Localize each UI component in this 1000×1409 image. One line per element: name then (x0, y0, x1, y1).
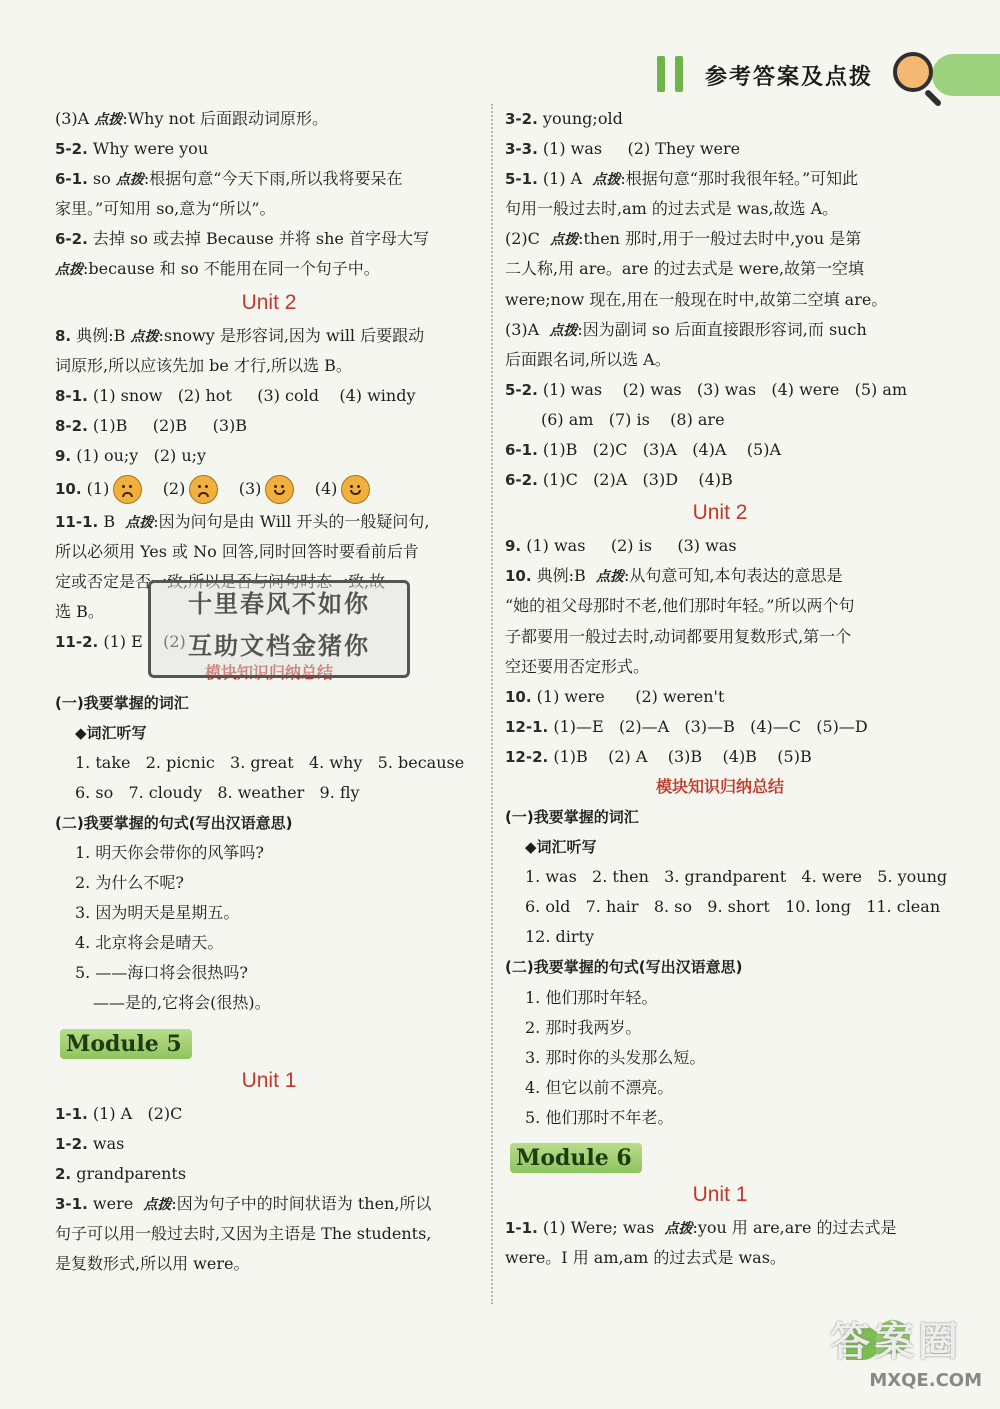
sentence-line: 5. 他们那时不年老。 (525, 1107, 674, 1127)
header-bar (657, 56, 665, 92)
answer-line: 10. (1) were (2) weren't (505, 686, 725, 706)
answer-line: 3-3. (1) was (2) They were (505, 139, 741, 159)
sad-face-icon (189, 475, 218, 504)
answer-line: 子都要用一般过去时,动词都要用复数形式,第一个 (505, 626, 852, 646)
unit-heading: Unit 2 (692, 501, 748, 525)
answer-line: 1-1. (1) Were; was 点拨:you 用 are,are 的过去式是 (505, 1218, 897, 1237)
answer-line: 句用一般过去时,am 的过去式是 was,故选 A。 (505, 199, 839, 219)
answer-line: 6-2. 去掉 so 或去掉 Because 并将 she 首字母大写 (55, 229, 429, 249)
answer-line: (6) am (7) is (8) are (541, 409, 725, 429)
answer-line: 11-1. B 点拨:因为问句是由 Will 开头的一般疑问句, (55, 512, 430, 532)
unit-heading: Unit 1 (241, 1068, 297, 1092)
module-heading: Module 6 (510, 1143, 642, 1173)
answer-line: 8-2. (1)B (2)B (3)B (55, 415, 248, 435)
subsection-heading: (一)我要掌握的词汇 (55, 693, 189, 712)
sentence-line: 2. 为什么不呢? (75, 873, 184, 893)
sentence-line: 1. 明天你会带你的风筝吗? (75, 842, 264, 862)
subsection-heading: (二)我要掌握的句式(写出汉语意思) (55, 813, 293, 832)
section-heading: 模块知识归纳总结 (204, 662, 333, 682)
header-bar (675, 56, 683, 92)
subsection-heading: (二)我要掌握的句式(写出汉语意思) (505, 958, 743, 977)
answer-line: “她的祖父母那时不老,他们那时年轻。”所以两个句 (505, 596, 855, 616)
stamp-text: 十里春风不如你 (188, 590, 370, 618)
page-header (0, 48, 1000, 102)
answer-line: 二人称,用 are。are 的过去式是 were,故第一空填 (505, 259, 865, 279)
sentence-line: 5. ——海口将会很热吗? (75, 963, 248, 983)
answer-line: were;now 现在,用在一般现在时中,故第二空填 are。 (505, 289, 888, 309)
answer-line: 9. (1) ou;y (2) u;y (55, 445, 207, 465)
answer-line: (3)A 点拨:因为副词 so 后面直接跟形容词,而 such (505, 319, 867, 339)
answer-line-faces: 10. (1) (2) (3) (4) (55, 471, 483, 507)
answer-line: 后面跟名词,所以选 A。 (505, 349, 671, 369)
header-title: 参考答案及点拨 (705, 65, 874, 90)
answer-line: 句子可以用一般过去时,又因为主语是 The students, (55, 1223, 432, 1243)
answer-line: 1-1. (1) A (2)C (55, 1103, 183, 1123)
sentence-line: 3. 那时你的头发那么短。 (525, 1047, 706, 1067)
vocab-line: 12. dirty (525, 927, 595, 947)
answer-line: 3-1. were 点拨:因为句子中的时间状语为 then,所以 (55, 1193, 432, 1213)
answer-line: (3)A 点拨:Why not 后面跟动词原形。 (55, 109, 329, 128)
answer-line: 5-2. Why were you (55, 139, 209, 159)
sentence-line: 4. 北京将会是晴天。 (75, 933, 224, 953)
module-heading: Module 5 (60, 1029, 192, 1059)
sentence-line: 3. 因为明天是星期五。 (75, 903, 240, 923)
watermark-site: MXQE.COM (869, 1370, 982, 1391)
answer-line: 1-2. was (55, 1133, 125, 1153)
column-divider (491, 104, 493, 1304)
answer-line: 选 B。 (55, 602, 104, 622)
answer-line: 6-1. (1)B (2)C (3)A (4)A (5)A (505, 440, 781, 460)
answer-line: 定或否定是否一致,所以是否与问句时态一致,故 (55, 572, 386, 592)
answer-line: (2)C 点拨:then 那时,用于一般过去时中,you 是第 (505, 229, 862, 249)
sentence-line: 1. 他们那时年轻。 (525, 987, 658, 1007)
stamp-text: 互助文档金猪你 (188, 632, 370, 660)
sad-face-icon (113, 475, 142, 504)
right-column (505, 104, 948, 1273)
unit-heading: Unit 2 (241, 290, 297, 314)
magnifier-icon (893, 52, 933, 92)
answer-line: 9. (1) was (2) is (3) was (505, 536, 737, 556)
subsection-heading: (一)我要掌握的词汇 (505, 807, 639, 826)
answer-line: 家里。”可知用 so,意为“所以”。 (55, 199, 276, 219)
answer-line: 8. 典例:B 点拨:snowy 是形容词,因为 will 后要跟动 (55, 325, 425, 345)
unit-heading: Unit 1 (692, 1183, 748, 1206)
vocab-line: 1. take 2. picnic 3. great 4. why 5. because (75, 752, 465, 772)
vocab-line: 1. was 2. then 3. grandparent 4. were 5. young (525, 867, 948, 887)
sentence-line: 2. 那时我两岁。 (525, 1017, 642, 1037)
answer-line: 词原形,所以应该先加 be 才行,所以选 B。 (55, 355, 352, 375)
answer-line: 5-2. (1) was (2) was (3) was (4) were (5) am (505, 379, 908, 399)
answer-line: 2. grandparents (55, 1163, 187, 1183)
section-heading: 模块知识归纳总结 (655, 776, 784, 796)
answer-line: were。I 用 am,am 的过去式是 was。 (505, 1248, 786, 1268)
sentence-line: 4. 但它以前不漂亮。 (525, 1077, 674, 1097)
vocab-line: 6. so 7. cloudy 8. weather 9. fly (75, 782, 360, 802)
watermark-stamp (148, 580, 410, 678)
bullet-heading: ◆词汇听写 (525, 838, 597, 857)
answer-line: 11-2. (1) E (2) (55, 632, 186, 652)
answer-line: 6-1. so 点拨:根据句意“今天下雨,所以我将要呆在 (55, 169, 403, 189)
answer-line: 点拨:because 和 so 不能用在同一个句子中。 (55, 259, 380, 279)
sentence-line: ——是的,它将会(很热)。 (93, 993, 271, 1013)
answer-line: 5-1. (1) A 点拨:根据句意“那时我很年轻。”可知此 (505, 169, 859, 189)
answer-line: 10. 典例:B 点拨:从句意可知,本句表达的意思是 (505, 566, 843, 586)
answer-line: 所以必须用 Yes 或 No 回答,同时回答时要看前后肯 (55, 542, 419, 562)
answer-line: 是复数形式,所以用 were。 (55, 1254, 250, 1273)
header-tab (932, 54, 1000, 96)
left-column (55, 104, 483, 1279)
vocab-line: 6. old 7. hair 8. so 9. short 10. long 11. clean (525, 897, 941, 917)
answer-line: 空还要用否定形式。 (505, 656, 650, 676)
answer-line: 8-1. (1) snow (2) hot (3) cold (4) windy (55, 385, 416, 405)
happy-face-icon (265, 475, 294, 504)
bullet-heading: ◆词汇听写 (75, 723, 147, 742)
watermark-logo: 答案圈 (830, 1319, 962, 1365)
answer-line: 3-2. young;old (505, 109, 623, 128)
answer-line: 12-2. (1)B (2) A (3)B (4)B (5)B (505, 746, 812, 766)
happy-face-icon (341, 475, 370, 504)
answer-line: 12-1. (1)—E (2)—A (3)—B (4)—C (5)—D (505, 716, 868, 736)
answer-line: 6-2. (1)C (2)A (3)D (4)B (505, 470, 733, 490)
